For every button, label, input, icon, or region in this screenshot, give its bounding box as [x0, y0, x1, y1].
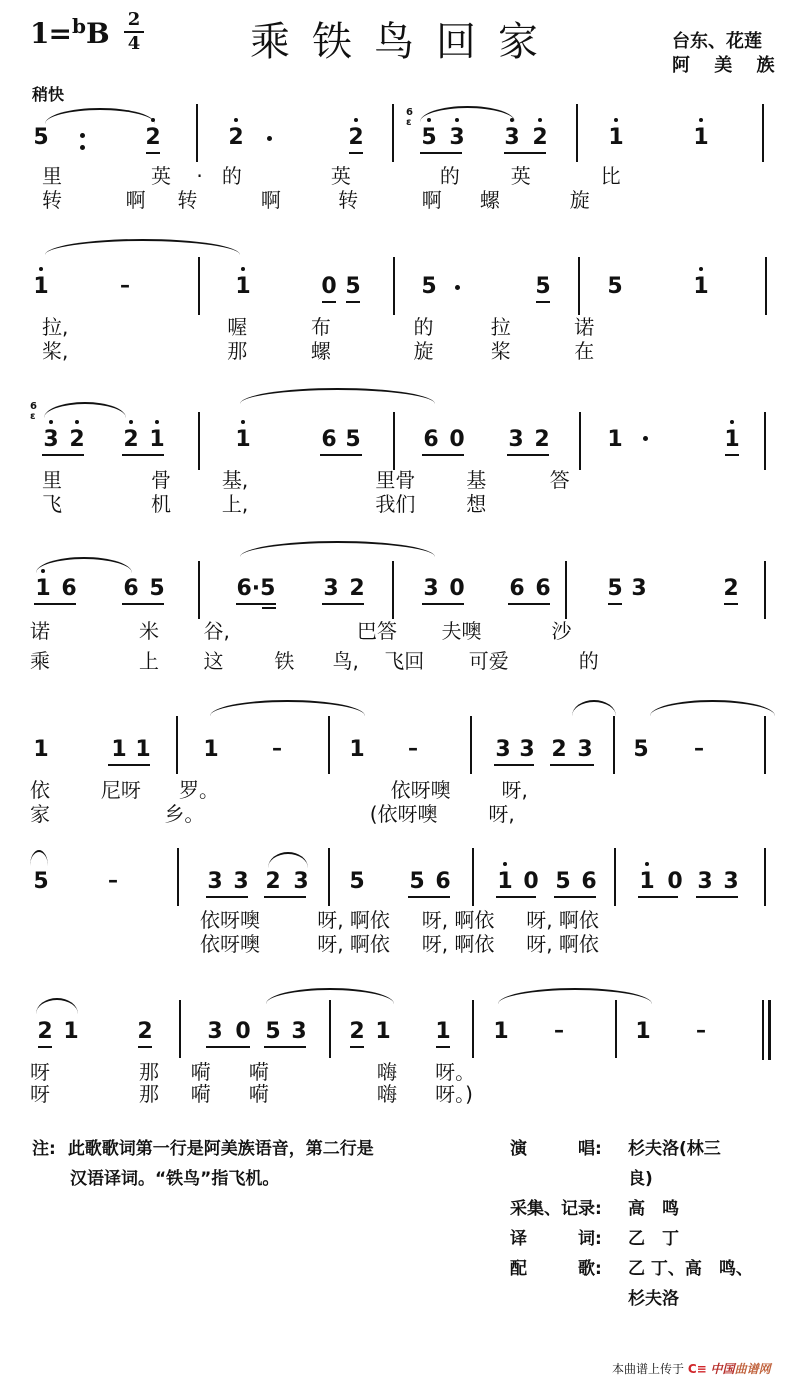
note: 3 [233, 869, 249, 894]
note: 1 [32, 577, 54, 601]
lyric-line-1: 依 尼呀 罗。 依呀噢 呀, [30, 778, 528, 802]
note: 1 [375, 1019, 391, 1044]
footer-watermark: 本曲谱上传于 C≡ 中国曲谱网 [612, 1362, 771, 1376]
note: 2 [529, 126, 551, 150]
note: 1 [435, 1019, 451, 1044]
note: 2 [265, 869, 281, 894]
lyric-line-2: 乘 上 这 铁 鸟, 飞回 可爱 的 [30, 649, 599, 673]
note: 6 [123, 576, 139, 601]
lyric-line-1: 里 骨 基, 里骨 基 答 [42, 468, 570, 492]
note: 1 [494, 870, 516, 894]
note: 0 [667, 869, 683, 894]
note: 3 [207, 869, 223, 894]
note: 5 [33, 125, 49, 150]
note: 1 [232, 275, 254, 299]
song-title: 乘铁鸟回家 [250, 19, 560, 65]
note: 3 [495, 737, 511, 762]
note: 5 [33, 869, 49, 894]
note: 1 [493, 1019, 509, 1044]
note: 1 [33, 737, 49, 762]
lyric-line-1: 诺 米 谷, 巴答 夫噢 沙 [30, 619, 572, 643]
note: 2 [534, 427, 550, 452]
note: 3 [323, 576, 339, 601]
note: 5 [555, 869, 571, 894]
note: 2 [66, 428, 88, 452]
note: 2 [349, 1019, 365, 1044]
note: 3 [207, 1019, 223, 1044]
note: 2 [142, 126, 164, 150]
note: 0 [321, 274, 337, 299]
note: 3 [519, 737, 535, 762]
note: 6·5 [236, 576, 276, 601]
credit-singer: 演 唱: 杉夫洛(林三 [510, 1139, 721, 1159]
note: 1 [349, 737, 365, 762]
note: 1 [636, 870, 658, 894]
note: 0 [449, 427, 465, 452]
note: 3 [40, 428, 62, 452]
note: 2 [137, 1019, 153, 1044]
lyric-line-1: 拉, 喔 布 的 拉 诺 [42, 315, 595, 339]
credits: 演 唱: 杉夫洛(林三 良) 采集、记录: 高 鸣 译 词: 乙 丁 配 歌: 乙 丁、高 鸣、 杉夫洛 [510, 1134, 753, 1314]
tempo-marking: 稍快 [32, 85, 65, 104]
note: 1 [690, 275, 712, 299]
note: 3 [723, 869, 739, 894]
note: 1 [63, 1019, 79, 1044]
credit-collector: 采集、记录: 高 鸣 [510, 1199, 679, 1219]
note: 1 [146, 428, 168, 452]
note: 1 [690, 126, 712, 150]
note: 3 [446, 126, 468, 150]
note: 1 [635, 1019, 651, 1044]
note: 3 [291, 1019, 307, 1044]
note: 2 [723, 576, 739, 601]
note: 1 [607, 427, 623, 452]
note: 5 [607, 576, 623, 601]
site-logo-icon: C≡ [687, 1362, 707, 1376]
note: 1 [30, 275, 52, 299]
credit-translator: 译 词: 乙 丁 [510, 1229, 679, 1249]
note: 6 [435, 869, 451, 894]
note: 5 [265, 1019, 281, 1044]
note: 5 [149, 576, 165, 601]
note: 2 [551, 737, 567, 762]
note: 5 [409, 869, 425, 894]
note: 6 [535, 576, 551, 601]
note: 5 [421, 274, 437, 299]
note: 1 [135, 737, 151, 762]
note: 1 [203, 737, 219, 762]
lyric-line-2: 转 啊 转 啊 转 啊 螺 旋 [42, 188, 590, 212]
lyric-line-2: 呀 那 嗬 嗬 嗨 呀。) [30, 1082, 473, 1106]
note: 2 [345, 126, 367, 150]
note: 5 [345, 427, 361, 452]
note: 5 [345, 274, 361, 299]
lyric-line-1: 依呀噢 呀, 啊依 呀, 啊依 呀, 啊依 [200, 908, 599, 932]
grace-note: 6 ε [406, 107, 413, 128]
note: 3 [577, 737, 593, 762]
lyric-line-2: 家 乡。 (依呀噢 呀, [30, 802, 515, 826]
note: 3 [631, 576, 647, 601]
note: 2 [37, 1019, 53, 1044]
lyric-line-2: 飞 机 上, 我们 想 [42, 492, 487, 516]
note: 3 [423, 576, 439, 601]
note: 6 [423, 427, 439, 452]
note: 1 [605, 126, 627, 150]
note: 0 [235, 1019, 251, 1044]
note: 6 [321, 427, 337, 452]
note: 1 [721, 428, 743, 452]
lyric-line-1: 里 英 · 的 英 的 英 比 [42, 164, 621, 188]
lyric-line-1: 呀 那 嗬 嗬 嗨 呀。 [30, 1060, 476, 1084]
note: 2 [225, 126, 247, 150]
lyric-line-2: 桨, 那 螺 旋 桨 在 [42, 339, 595, 363]
lyric-line-2: 依呀噢 呀, 啊依 呀, 啊依 呀, 啊依 [200, 932, 599, 956]
note: 5 [418, 126, 440, 150]
note: 5 [633, 737, 649, 762]
note: 3 [501, 126, 523, 150]
note: 1 [111, 737, 127, 762]
note: 5 [349, 869, 365, 894]
time-signature: 2 4 [124, 10, 144, 54]
footnote: 注: 此歌歌词第一行是阿美族语音，第二行是 汉语译词。“铁鸟”指飞机。 [32, 1139, 374, 1189]
note: 0 [523, 869, 539, 894]
note: 6 [509, 576, 525, 601]
note: 3 [293, 869, 309, 894]
grace-note: 6 ε [30, 401, 37, 422]
note: 3 [697, 869, 713, 894]
key-signature: 1=$^b$B [30, 14, 109, 50]
note: 5 [535, 274, 551, 299]
note: 6 [581, 869, 597, 894]
credit-arranger: 配 歌: 乙 丁、高 鸣、 [510, 1259, 753, 1279]
note: 2 [120, 428, 142, 452]
song-origin: 台东、花莲 阿 美 族 [672, 31, 784, 76]
note: 0 [449, 576, 465, 601]
note: 1 [232, 428, 254, 452]
note: 6 [61, 576, 77, 601]
note: 2 [349, 576, 365, 601]
note: 5 [607, 274, 623, 299]
note: 3 [508, 427, 524, 452]
